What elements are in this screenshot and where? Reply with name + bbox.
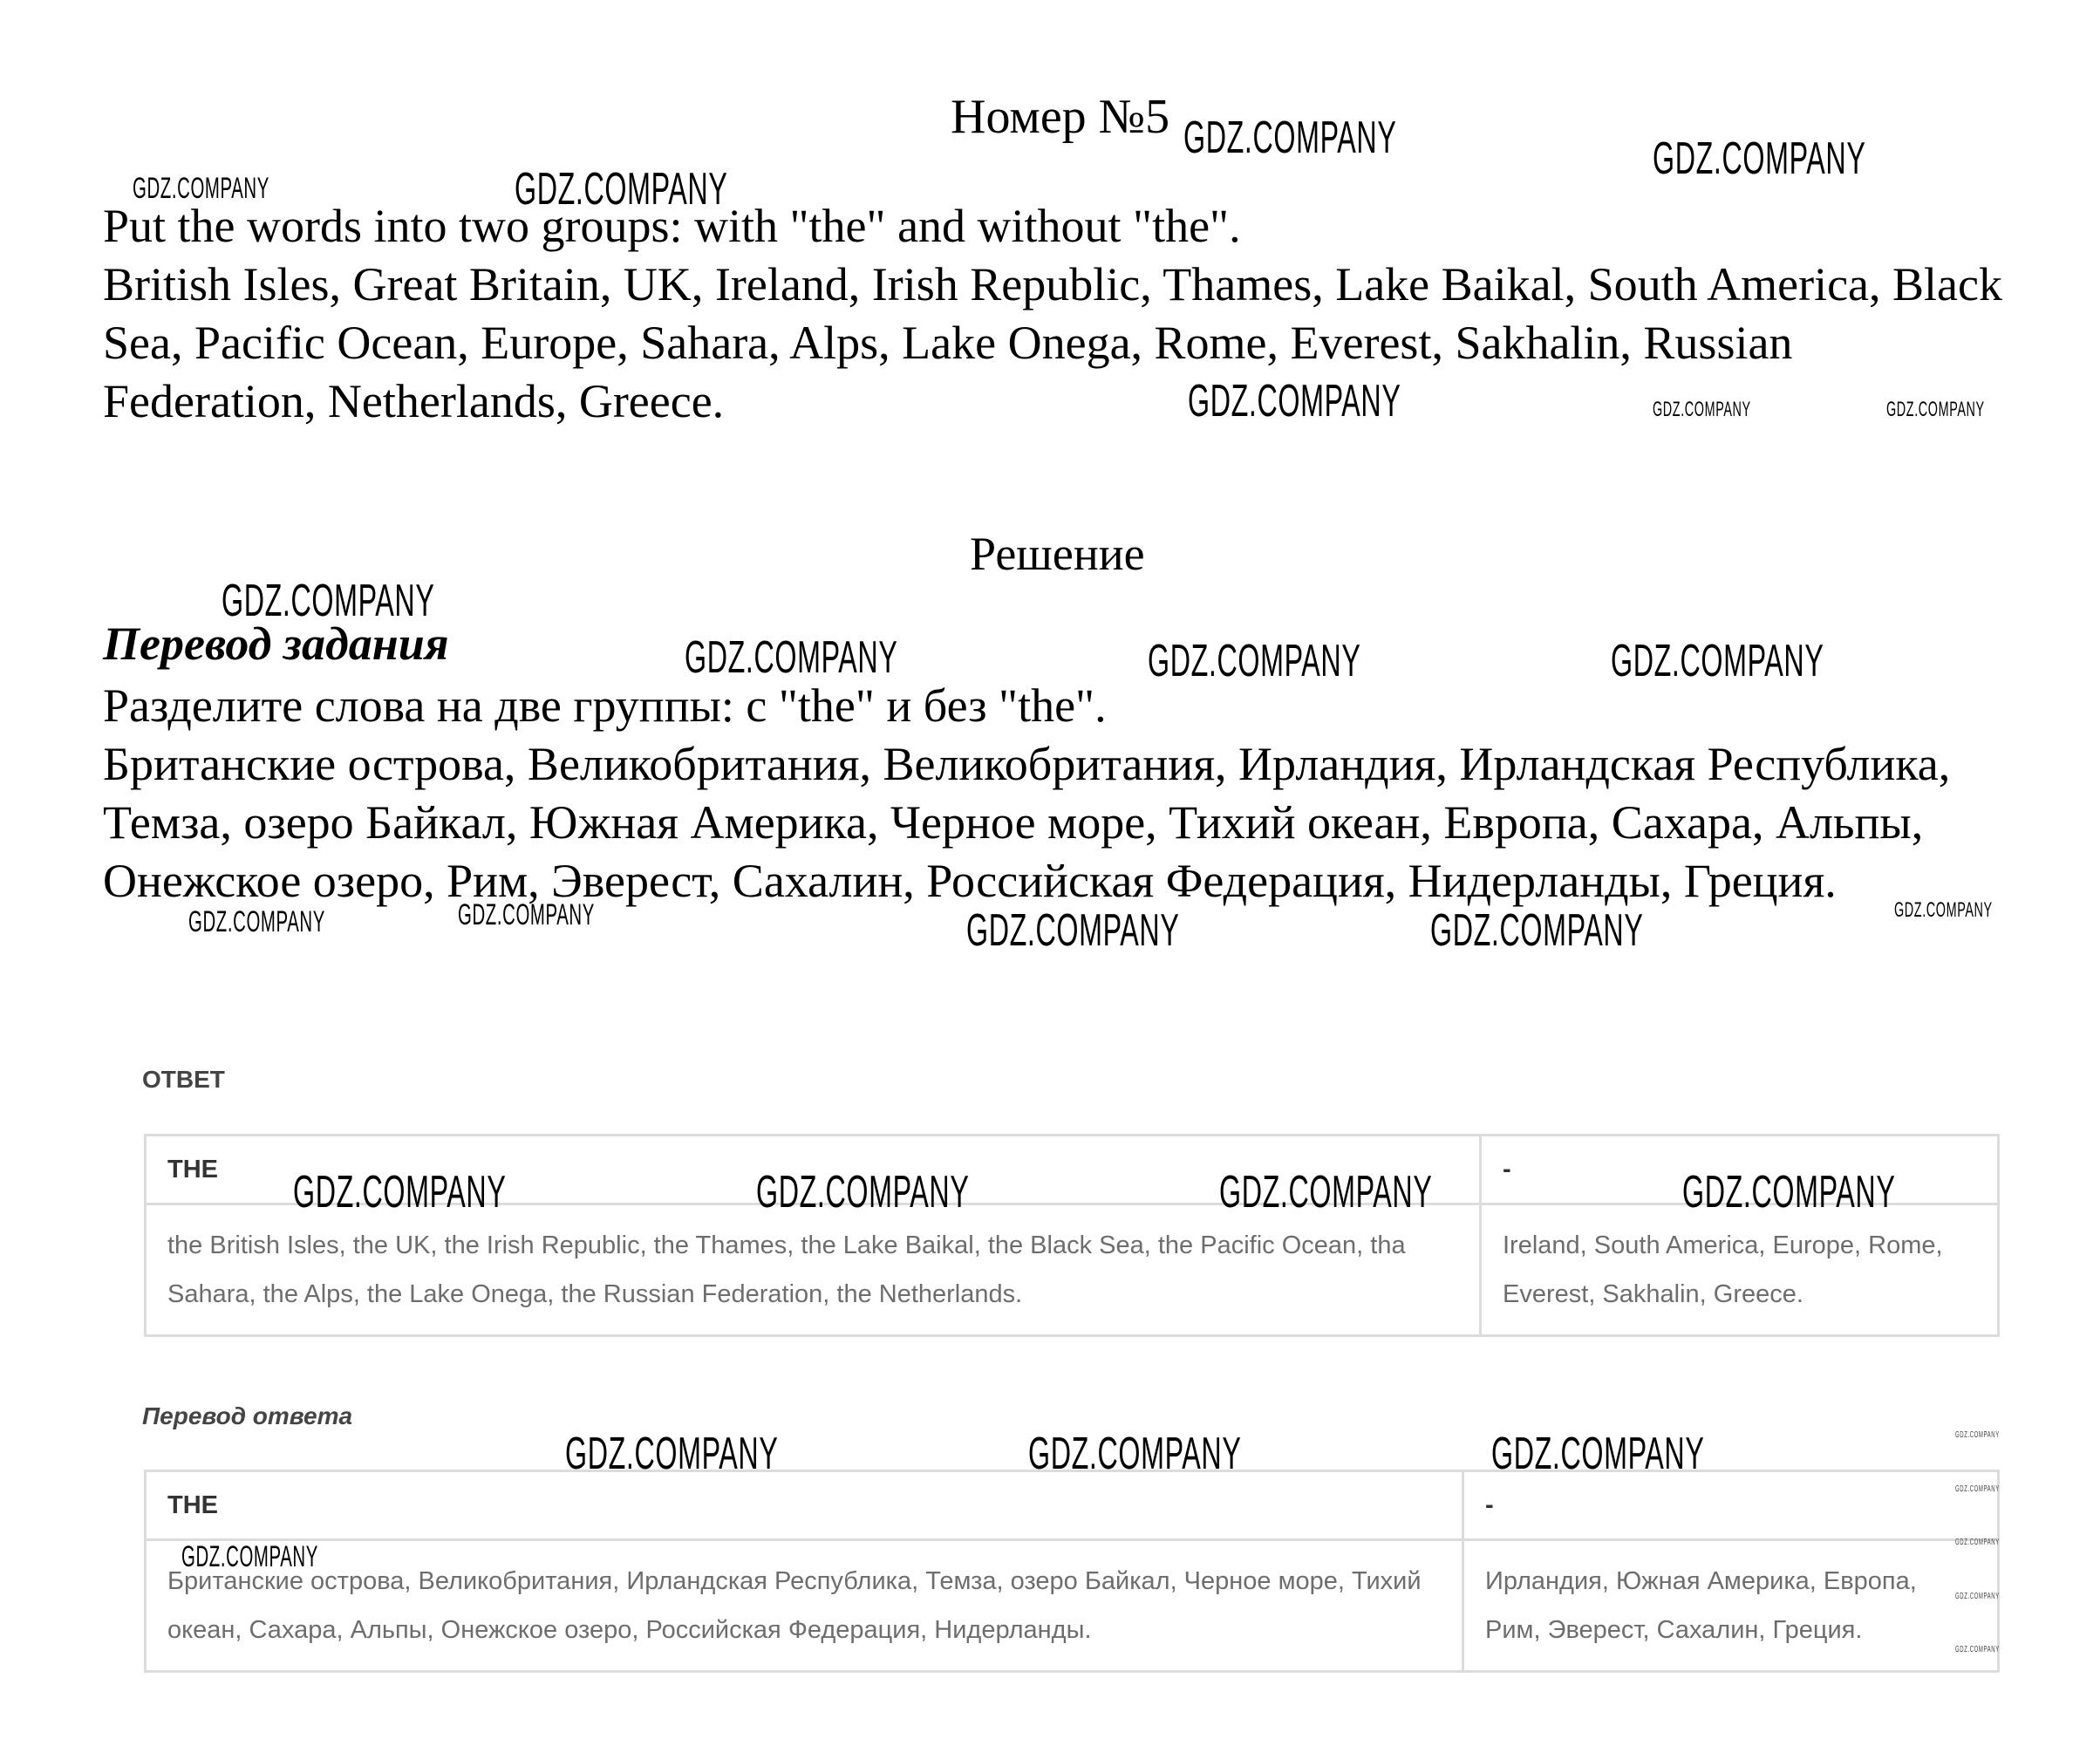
answer-translation-col2-header: - <box>1463 1471 1999 1540</box>
answer-col1-cell: the British Isles, the UK, the Irish Republic, the Thames, the Lake Baikal, the Black Sea, the Pacific Ocean, tha Sahara, the Alps, the Lake Onega, the Russian Federation, the Netherlands. <box>146 1204 1481 1336</box>
answer-translation-label: Перевод ответа <box>142 1402 353 1429</box>
answer-translation-col1-header: THE <box>146 1471 1463 1540</box>
watermark: GDZ.COMPANY <box>181 1540 318 1573</box>
watermark: GDZ.COMPANY <box>1653 133 1866 184</box>
translation-words: Британские острова, Великобритания, Великобритания, Ирландия, Ирландская Республика, Темза, озеро Байкал, Южная Америка, Черное море, Тихий океан, Европа, Сахара, Альпы, Онежское озеро, Рим, Эверест, Сахалин, Российская Федерация, Нидерланды, Греция. <box>103 738 1951 907</box>
watermark: GDZ.COMPANY <box>133 172 269 205</box>
watermark: GDZ.COMPANY <box>1028 1429 1242 1479</box>
table-row <box>146 1540 1999 1672</box>
translation-heading: Перевод задания <box>103 617 449 670</box>
watermark: GDZ.COMPANY <box>1611 636 1824 686</box>
watermark: GDZ.COMPANY <box>1183 113 1397 163</box>
watermark: GDZ.COMPANY <box>1219 1167 1433 1218</box>
answer-label: ОТВЕТ <box>142 1066 225 1093</box>
watermark: GDZ.COMPANY <box>966 905 1180 956</box>
watermark: GDZ.COMPANY <box>222 576 435 626</box>
watermark: GDZ.COMPANY <box>1955 1484 2000 1494</box>
table-row <box>146 1204 1999 1336</box>
watermark: GDZ.COMPANY <box>1894 898 1993 922</box>
translation-instruction: Разделите слова на две группы: с "the" и без "the". <box>103 679 1107 732</box>
watermark: GDZ.COMPANY <box>565 1429 779 1479</box>
watermark: GDZ.COMPANY <box>515 164 728 215</box>
watermark: GDZ.COMPANY <box>1886 398 1985 421</box>
page-title: Номер №5 <box>951 90 1170 144</box>
answer-translation-table <box>144 1470 2000 1673</box>
answer-translation-col1-cell: Британские острова, Великобритания, Ирландская Республика, Темза, озеро Байкал, Черное море, Тихий океан, Сахара, Альпы, Онежское озеро, Российская Федерация, Нидерланды. <box>146 1540 1463 1672</box>
watermark: GDZ.COMPANY <box>685 632 898 683</box>
watermark: GDZ.COMPANY <box>1430 905 1644 956</box>
watermark: GDZ.COMPANY <box>1955 1592 2000 1601</box>
table-row <box>146 1471 1999 1540</box>
watermark: GDZ.COMPANY <box>188 905 325 938</box>
watermark: GDZ.COMPANY <box>1188 376 1401 426</box>
answer-table <box>144 1134 2000 1337</box>
task-words: British Isles, Great Britain, UK, Ireland, Irish Republic, Thames, Lake Baikal, South America, Black Sea, Pacific Ocean, Europe, Sahara, Alps, Lake Onega, Rome, Everest, Sakhalin, Russian Federation, Netherlands, Greece. <box>103 258 2002 427</box>
watermark: GDZ.COMPANY <box>1955 1430 2000 1440</box>
solution-heading: Решение <box>970 528 1145 580</box>
watermark: GDZ.COMPANY <box>1682 1167 1896 1218</box>
watermark: GDZ.COMPANY <box>1491 1429 1705 1479</box>
task-instruction: Put the words into two groups: with "the" and without "the". <box>103 200 1241 252</box>
answer-col2-header: - <box>1481 1136 1999 1204</box>
watermark: GDZ.COMPANY <box>1148 636 1361 686</box>
watermark: GDZ.COMPANY <box>458 898 595 931</box>
watermark: GDZ.COMPANY <box>1653 398 1751 421</box>
answer-translation-col2-cell: Ирландия, Южная Америка, Европа, Рим, Эверест, Сахалин, Греция. <box>1463 1540 1999 1672</box>
watermark: GDZ.COMPANY <box>1955 1538 2000 1547</box>
watermark: GDZ.COMPANY <box>1955 1645 2000 1654</box>
watermark: GDZ.COMPANY <box>293 1167 507 1218</box>
answer-col1-header: THE <box>146 1136 1481 1204</box>
answer-col2-cell: Ireland, South America, Europe, Rome, Everest, Sakhalin, Greece. <box>1481 1204 1999 1336</box>
watermark: GDZ.COMPANY <box>756 1167 970 1218</box>
